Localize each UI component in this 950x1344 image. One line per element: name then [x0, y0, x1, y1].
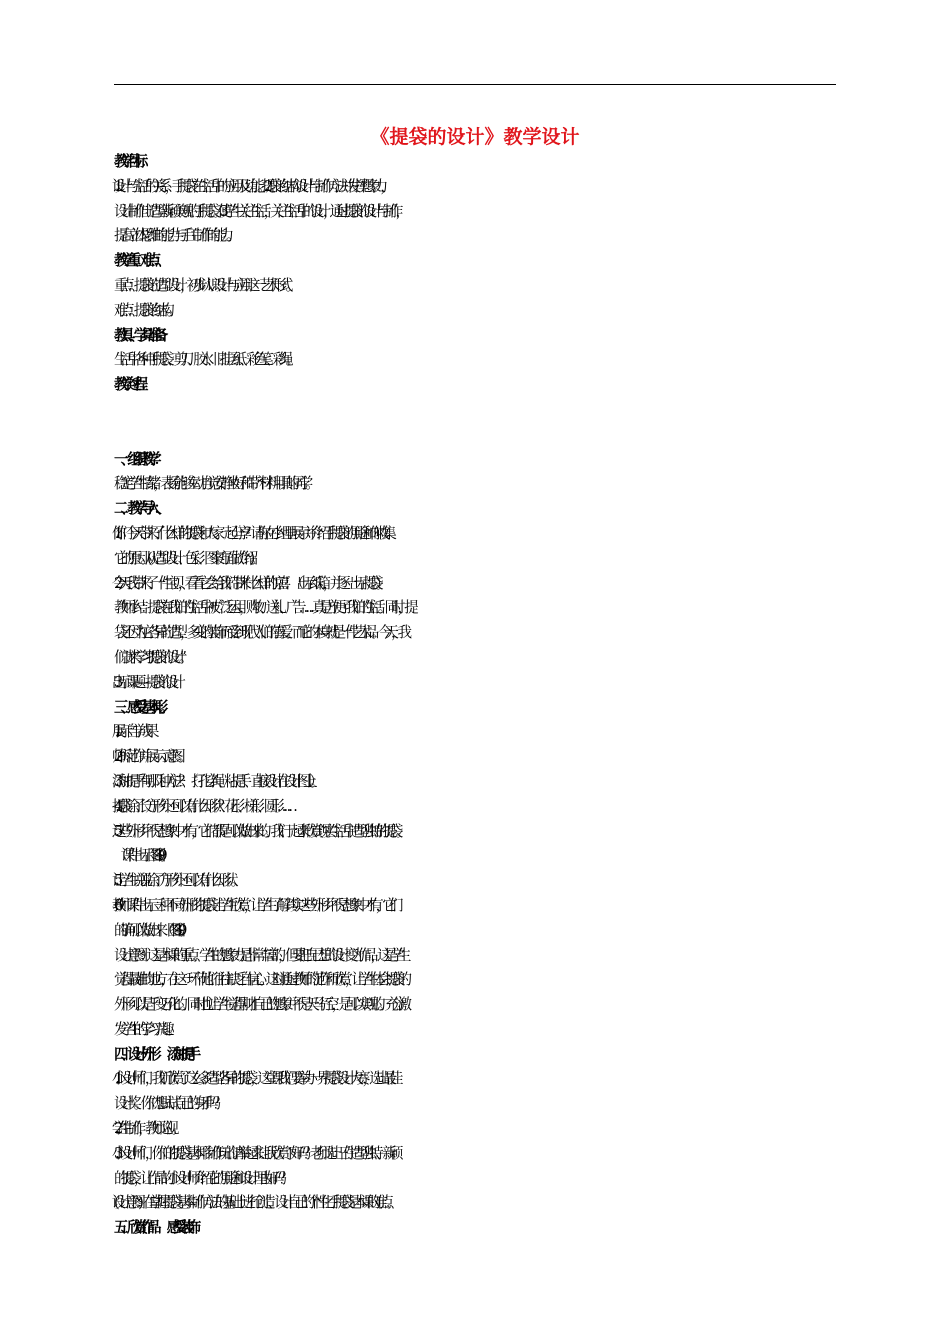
- body-line: 2.师拆范作并展示示意图。: [114, 748, 185, 766]
- body-line: 们就来学习“提袋的设计”。: [114, 648, 186, 666]
- body-line: 它的原因。(从造型设计、色彩、图案方面做介绍。): [114, 549, 248, 567]
- body-line: （课件出示图3-图9。）: [114, 847, 166, 865]
- body-line: 稳定学生情绪，表扬能够主动自觉安静坐好和带齐材料用具的同学。: [114, 475, 312, 493]
- body-line: 设计意图）：这是本课的重点。学生的想象力是非常丰富的，但要把自己想的设计变为作品，这是学生: [114, 946, 404, 964]
- body-line: 难点：提袋的结构。: [114, 301, 174, 319]
- document-title: 《提袋的设计》教学设计: [370, 126, 580, 148]
- body-line: 发学生的学习兴趣。: [114, 1020, 174, 1038]
- body-line: 3.添加提手有哪几种方法？（打孔穿绳、粘提手、直接设计在设计图上。）: [114, 772, 316, 790]
- body-line: 袋还因为它各异的造型，多变的装饰而受到现代人们的喜爱。而它的本身就是一件艺术品。今天，我: [114, 624, 405, 642]
- body-line: 3.出示课题—提袋的设计: [114, 673, 178, 691]
- document-body: [114, 150, 842, 1241]
- body-line: 的确可以做出来（图3-图9）。: [114, 921, 186, 939]
- body-line: 提高立体思维的能力与手工制作的能力。: [114, 227, 233, 245]
- body-line: 设计制作出造型新颖美观的手提袋。3.使学生关注生活，关注生活中的设计，通过提袋的设计与制作，: [114, 202, 403, 220]
- section-heading: 一、组织教学：: [114, 450, 161, 468]
- body-line: 5.让学生说说除了方形外还可以有什么形状。: [114, 872, 238, 890]
- body-line: 教师小结：提袋在我们的生活中被广泛运用，购物、送礼、广告……真是方便了我们的生活。同时，提: [114, 599, 411, 617]
- header-rule: [114, 84, 836, 85]
- section-heading: 五、欣赏作品 感受装饰: [114, 1219, 194, 1237]
- section-heading: 教学重、难点：: [114, 252, 161, 270]
- section-heading: 教学过程：: [114, 376, 147, 394]
- section-heading: 教具、学具准备：: [114, 326, 167, 344]
- body-line: 4.提袋除了长方形外还可以有什么形状？花形、梯形、圆形……: [114, 797, 290, 815]
- body-line: 觉得最难的地方，在这一环节他们往往缺乏自信心。这时通过教师的范作和欣赏，让学生体会提袋的: [114, 971, 405, 989]
- body-line: 生活中各种手提袋、剪刀、胶水、旧挂历纸、彩色笔、彩绳。: [114, 351, 293, 369]
- body-line: 3.小设计师们，你们的提袋基本形制作玩的请举起来让我欣赏下好吗？老师选出三件造型独特、新颖: [114, 1144, 396, 1162]
- body-line: 设计奖。你们想试试自己的身手吗？: [114, 1095, 220, 1113]
- body-line: 6.教师课件出示三种不同外形的提袋让学生欣赏，让学生了解其实这些外形并不是想象中才有，它们: [114, 896, 396, 914]
- section-heading: 教学目标：: [114, 153, 147, 170]
- body-line: 的提袋，让作品的小设计师介绍它的用途和设计理由好吗？: [114, 1169, 286, 1187]
- body-line: 5.这些外形并不是想象中才有，它们都是可以做出来的。我们一起来欣赏现实生活中造型独特的提袋。: [114, 822, 403, 840]
- body-line: 重点：提袋的造型设计，初步认识设计与应用这一艺术形式。: [114, 276, 293, 294]
- body-line: 1.展示自学成果: [114, 723, 152, 741]
- body-line: 1.你们今天带来了什么样的提袋和大家一起分享？请你在小组里展示并介绍手提袋的用途和你收集: [114, 524, 389, 542]
- section-heading: 二、教学导入：: [114, 500, 161, 518]
- section-heading: 四、设计外形 添加提手: [114, 1045, 194, 1063]
- body-line: 外形可以是千变万化的。同时也让学生觉得刚才自己的想象并不是天马行空，是可以实现的。充分激: [114, 996, 405, 1014]
- blank-line: [114, 398, 842, 448]
- body-line: 1.设计与生活的关系，手提袋在生活中的应用及功能。2.提袋的结构设计与制作方法并发挥想象力，: [114, 177, 387, 195]
- section-heading: 三、感受基本形。: [114, 698, 167, 716]
- body-line: 2.今天我带来了一件宝贝，看看它会给我们带来什么样的惊喜！（出示纸箱，并逐一出示提袋。）: [114, 574, 382, 592]
- body-line: 1.小设计师们，我们欣赏了这么多造型各异的提袋，这堂课我们要举办一界提袋设计大赛，选出最佳: [114, 1070, 396, 1088]
- body-line: 2.学生制作，教师巡视。: [114, 1120, 178, 1138]
- body-line: (设计意图)：在掌握提袋基本制作方法的基础上进行创造、设计自己的个性化手提袋是本课的难点。: [114, 1194, 393, 1212]
